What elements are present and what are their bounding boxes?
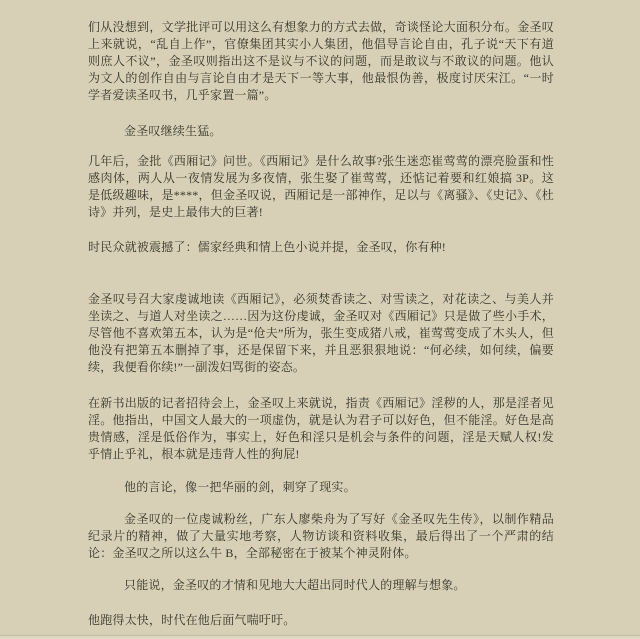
paragraph-3: 几年后，金批《西厢记》问世。《西厢记》是什么故事?张生迷恋崔莺莺的漂亮脸蛋和性感肉体，两人从一夜情发展为多夜情，张生娶了崔莺莺，还惦记着要和红娘搞 3P。这是低级趣味，是****，但金圣叹说，西厢记是一部神作，足以与《离骚》、《史记》、《杜诗》并列，是史上最伟大的巨著! bbox=[88, 154, 554, 219]
paragraph-10: 他跑得太快，时代在他后面气喘吁吁。 bbox=[88, 613, 296, 627]
paragraph-2: 金圣叹继续生猛。 bbox=[124, 124, 222, 138]
paragraph-4: 时民众就被震撼了：儒家经典和情上色小说并提，金圣叹，你有种! bbox=[88, 240, 446, 254]
paragraph-9: 只能说，金圣叹的才情和见地大大超出同时代人的理解与想象。 bbox=[124, 578, 466, 592]
paragraph-5: 金圣叹号召大家虔诚地读《西厢记》，必须焚香读之、对雪读之，对花读之、与美人并坐读之、与道人对坐读之……因为这份虔诚，金圣叹对《西厢记》只是做了些小手术，尽管他不喜欢第五本，认为是“伧夫”所为，张生变成猪八戒，崔莺莺变成了木头人，但他没有把第五本删掉了事，还是保留下来，并且恶狠狠地说：“何必续，如何续，偏要续，我便看你续!”一副泼妇骂街的姿态。 bbox=[88, 292, 554, 374]
paragraph-1: 们从没想到，文学批评可以用这么有想象力的方式去做，奇谈怪论大面积分布。金圣叹上来就说，“乱自上作”，官僚集团其实小人集团，他倡导言论自由，孔子说“天下有道则庶人不议”，金圣叹则指出这不是议与不议的问题，而是敢议与不敢议的问题。他认为文人的创作自由与言论自由才是天下一等大事，他最恨伪善，极度讨厌宋江。“一时学者爱读圣叹书，几乎家置一篇”。 bbox=[88, 20, 554, 102]
paragraph-8: 金圣叹的一位虔诚粉丝，广东人廖柴舟为了写好《金圣叹先生传》，以制作精品纪录片的精神，做了大量实地考察，人物访谈和资料收集，最后得出了一个严肃的结论：金圣叹之所以这么牛 B，全部秘密在于被某个神灵附体。 bbox=[88, 512, 554, 560]
paragraph-6: 在新书出版的记者招待会上，金圣叹上来就说，指责《西厢记》淫秽的人，那是淫者见淫。他指出，中国文人最大的一项虚伪，就是认为君子可以好色，但不能淫。好色是高贵情感，淫是低俗作为，事实上，好色和淫只是机会与条件的问题，淫是天赋人权!发乎情止乎礼，根本就是违背人性的狗屁! bbox=[88, 396, 554, 461]
page-bottom-edge bbox=[0, 635, 640, 639]
paragraph-7: 他的言论，像一把华丽的剑，刺穿了现实。 bbox=[124, 480, 356, 494]
